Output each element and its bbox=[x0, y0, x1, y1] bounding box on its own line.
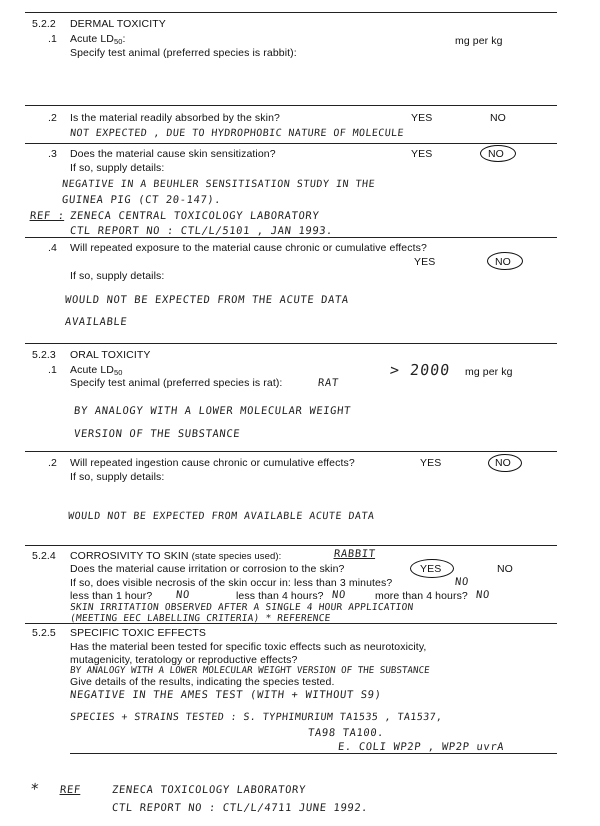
handwritten-reference: CTL REPORT NO : CTL/L/5101 , JAN 1993. bbox=[69, 225, 334, 237]
handwritten-answer: WOULD NOT BE EXPECTED FROM THE ACUTE DATA bbox=[64, 294, 350, 306]
supply-details-label: If so, supply details: bbox=[70, 270, 165, 282]
item-number: .1 bbox=[48, 33, 57, 45]
no-option: NO bbox=[488, 148, 504, 160]
question-text: Does the material cause skin sensitization? bbox=[70, 148, 276, 160]
specify-animal-label: Specify test animal (preferred species is rabbit): bbox=[70, 47, 297, 59]
section-number: 5.2.3 bbox=[32, 349, 56, 361]
handwritten-reference: CTL REPORT NO : CTL/L/4711 JUNE 1992. bbox=[111, 802, 369, 814]
yes-option: YES bbox=[414, 256, 436, 268]
section-title: SPECIFIC TOXIC EFFECTS bbox=[70, 627, 206, 639]
handwritten-answer: TA98 TA100. bbox=[307, 727, 385, 739]
handwritten-no: NO bbox=[475, 589, 491, 601]
section-rule bbox=[25, 451, 557, 452]
handwritten-answer: WOULD NOT BE EXPECTED FROM AVAILABLE ACUTE DATA bbox=[67, 511, 376, 522]
less-4h-label: less than 4 hours? bbox=[236, 590, 324, 602]
handwritten-answer: NOT EXPECTED , DUE TO HYDROPHOBIC NATURE OF MOLECULE bbox=[69, 128, 405, 139]
question-text: Will repeated exposure to the material cause chronic or cumulative effects? bbox=[70, 242, 427, 254]
more-4h-label: more than 4 hours? bbox=[375, 590, 468, 602]
handwritten-species: RAT bbox=[317, 377, 340, 389]
yes-option: YES bbox=[411, 148, 433, 160]
handwritten-answer: (MEETING EEC LABELLING CRITERIA) * REFERENCE bbox=[69, 613, 332, 624]
yes-option: YES bbox=[420, 457, 442, 469]
give-details-label: Give details of the results, indicating the species tested. bbox=[70, 676, 335, 688]
section-title: ORAL TOXICITY bbox=[70, 349, 151, 361]
section-number: 5.2.2 bbox=[32, 18, 56, 30]
handwritten-answer: SKIN IRRITATION OBSERVED AFTER A SINGLE 4 HOUR APPLICATION bbox=[69, 602, 414, 613]
yes-option: YES bbox=[411, 112, 433, 124]
handwritten-ld50-value: > 2000 bbox=[389, 361, 452, 379]
no-option: NO bbox=[495, 457, 511, 469]
item-number: .4 bbox=[48, 242, 57, 254]
less-1h-label: less than 1 hour? bbox=[70, 590, 153, 602]
ref-label: REF : bbox=[29, 210, 66, 222]
question-text: Has the material been tested for specific toxic effects such as neurotoxicity, bbox=[70, 641, 427, 653]
question-text: Will repeated ingestion cause chronic or cumulative effects? bbox=[70, 457, 355, 469]
item-number: .2 bbox=[48, 457, 57, 469]
supply-details-label: If so, supply details: bbox=[70, 162, 165, 174]
section-rule bbox=[25, 343, 557, 344]
section-rule bbox=[25, 545, 557, 546]
unit-label: mg per kg bbox=[455, 35, 503, 47]
handwritten-answer: AVAILABLE bbox=[64, 316, 128, 328]
section-rule bbox=[25, 143, 557, 144]
handwritten-no: NO bbox=[454, 576, 470, 588]
handwritten-answer: GUINEA PIG (CT 20-147). bbox=[61, 194, 222, 206]
section-rule bbox=[25, 623, 557, 624]
item-number: .1 bbox=[48, 364, 57, 376]
handwritten-answer: BY ANALOGY WITH A LOWER MOLECULAR WEIGHT bbox=[73, 405, 352, 417]
specify-animal-label: Specify test animal (preferred species is rat): bbox=[70, 377, 283, 389]
acute-ld50-label: Acute $LD_{50}$ bbox=[70, 364, 123, 377]
handwritten-reference: ZENECA CENTRAL TOXICOLOGY LABORATORY bbox=[69, 210, 320, 222]
handwritten-answer: NEGATIVE IN THE AMES TEST (WITH + WITHOUT S9) bbox=[69, 689, 383, 701]
asterisk-mark: * bbox=[29, 780, 41, 798]
question-text: mutagenicity, teratology or reproductive effects? bbox=[70, 654, 298, 666]
handwritten-species: RABBIT bbox=[333, 548, 377, 560]
handwritten-no: NO bbox=[331, 589, 347, 601]
handwritten-answer: VERSION OF THE SUBSTANCE bbox=[73, 428, 241, 440]
yes-option: YES bbox=[420, 563, 442, 575]
necrosis-question: If so, does visible necrosis of the skin occur in: less than 3 minutes? bbox=[70, 577, 393, 589]
no-option: NO bbox=[495, 256, 511, 268]
question-text: Is the material readily absorbed by the skin? bbox=[70, 112, 280, 124]
handwritten-answer: BY ANALOGY WITH A LOWER MOLECULAR WEIGHT VERSION OF THE SUBSTANCE bbox=[69, 665, 431, 676]
handwritten-no: NO bbox=[175, 589, 191, 601]
supply-details-label: If so, supply details: bbox=[70, 471, 165, 483]
handwritten-answer: E. COLI WP2P , WP2P uvrA bbox=[337, 741, 505, 753]
section-rule bbox=[25, 105, 557, 106]
acute-ld50-label: Acute $LD_{50}$: bbox=[70, 33, 126, 46]
section-number: 5.2.4 bbox=[32, 550, 56, 562]
handwritten-reference: ZENECA TOXICOLOGY LABORATORY bbox=[111, 784, 307, 796]
no-option: NO bbox=[490, 112, 506, 124]
handwritten-answer: NEGATIVE IN A BEUHLER SENSITISATION STUDY IN THE bbox=[61, 179, 376, 190]
ref-label: REF bbox=[59, 784, 82, 796]
section-rule bbox=[70, 753, 557, 754]
section-title: DERMAL TOXICITY bbox=[70, 18, 166, 30]
top-rule bbox=[25, 12, 557, 13]
section-title: CORROSIVITY TO SKIN (state species used): bbox=[70, 550, 282, 562]
handwritten-answer: SPECIES + STRAINS TESTED : S. TYPHIMURIUM TA1535 , TA1537, bbox=[69, 712, 443, 723]
no-option: NO bbox=[497, 563, 513, 575]
question-text: Does the material cause irritation or corrosion to the skin? bbox=[70, 563, 345, 575]
section-rule bbox=[25, 237, 557, 238]
item-number: .3 bbox=[48, 148, 57, 160]
section-number: 5.2.5 bbox=[32, 627, 56, 639]
item-number: .2 bbox=[48, 112, 57, 124]
unit-label: mg per kg bbox=[465, 366, 513, 378]
